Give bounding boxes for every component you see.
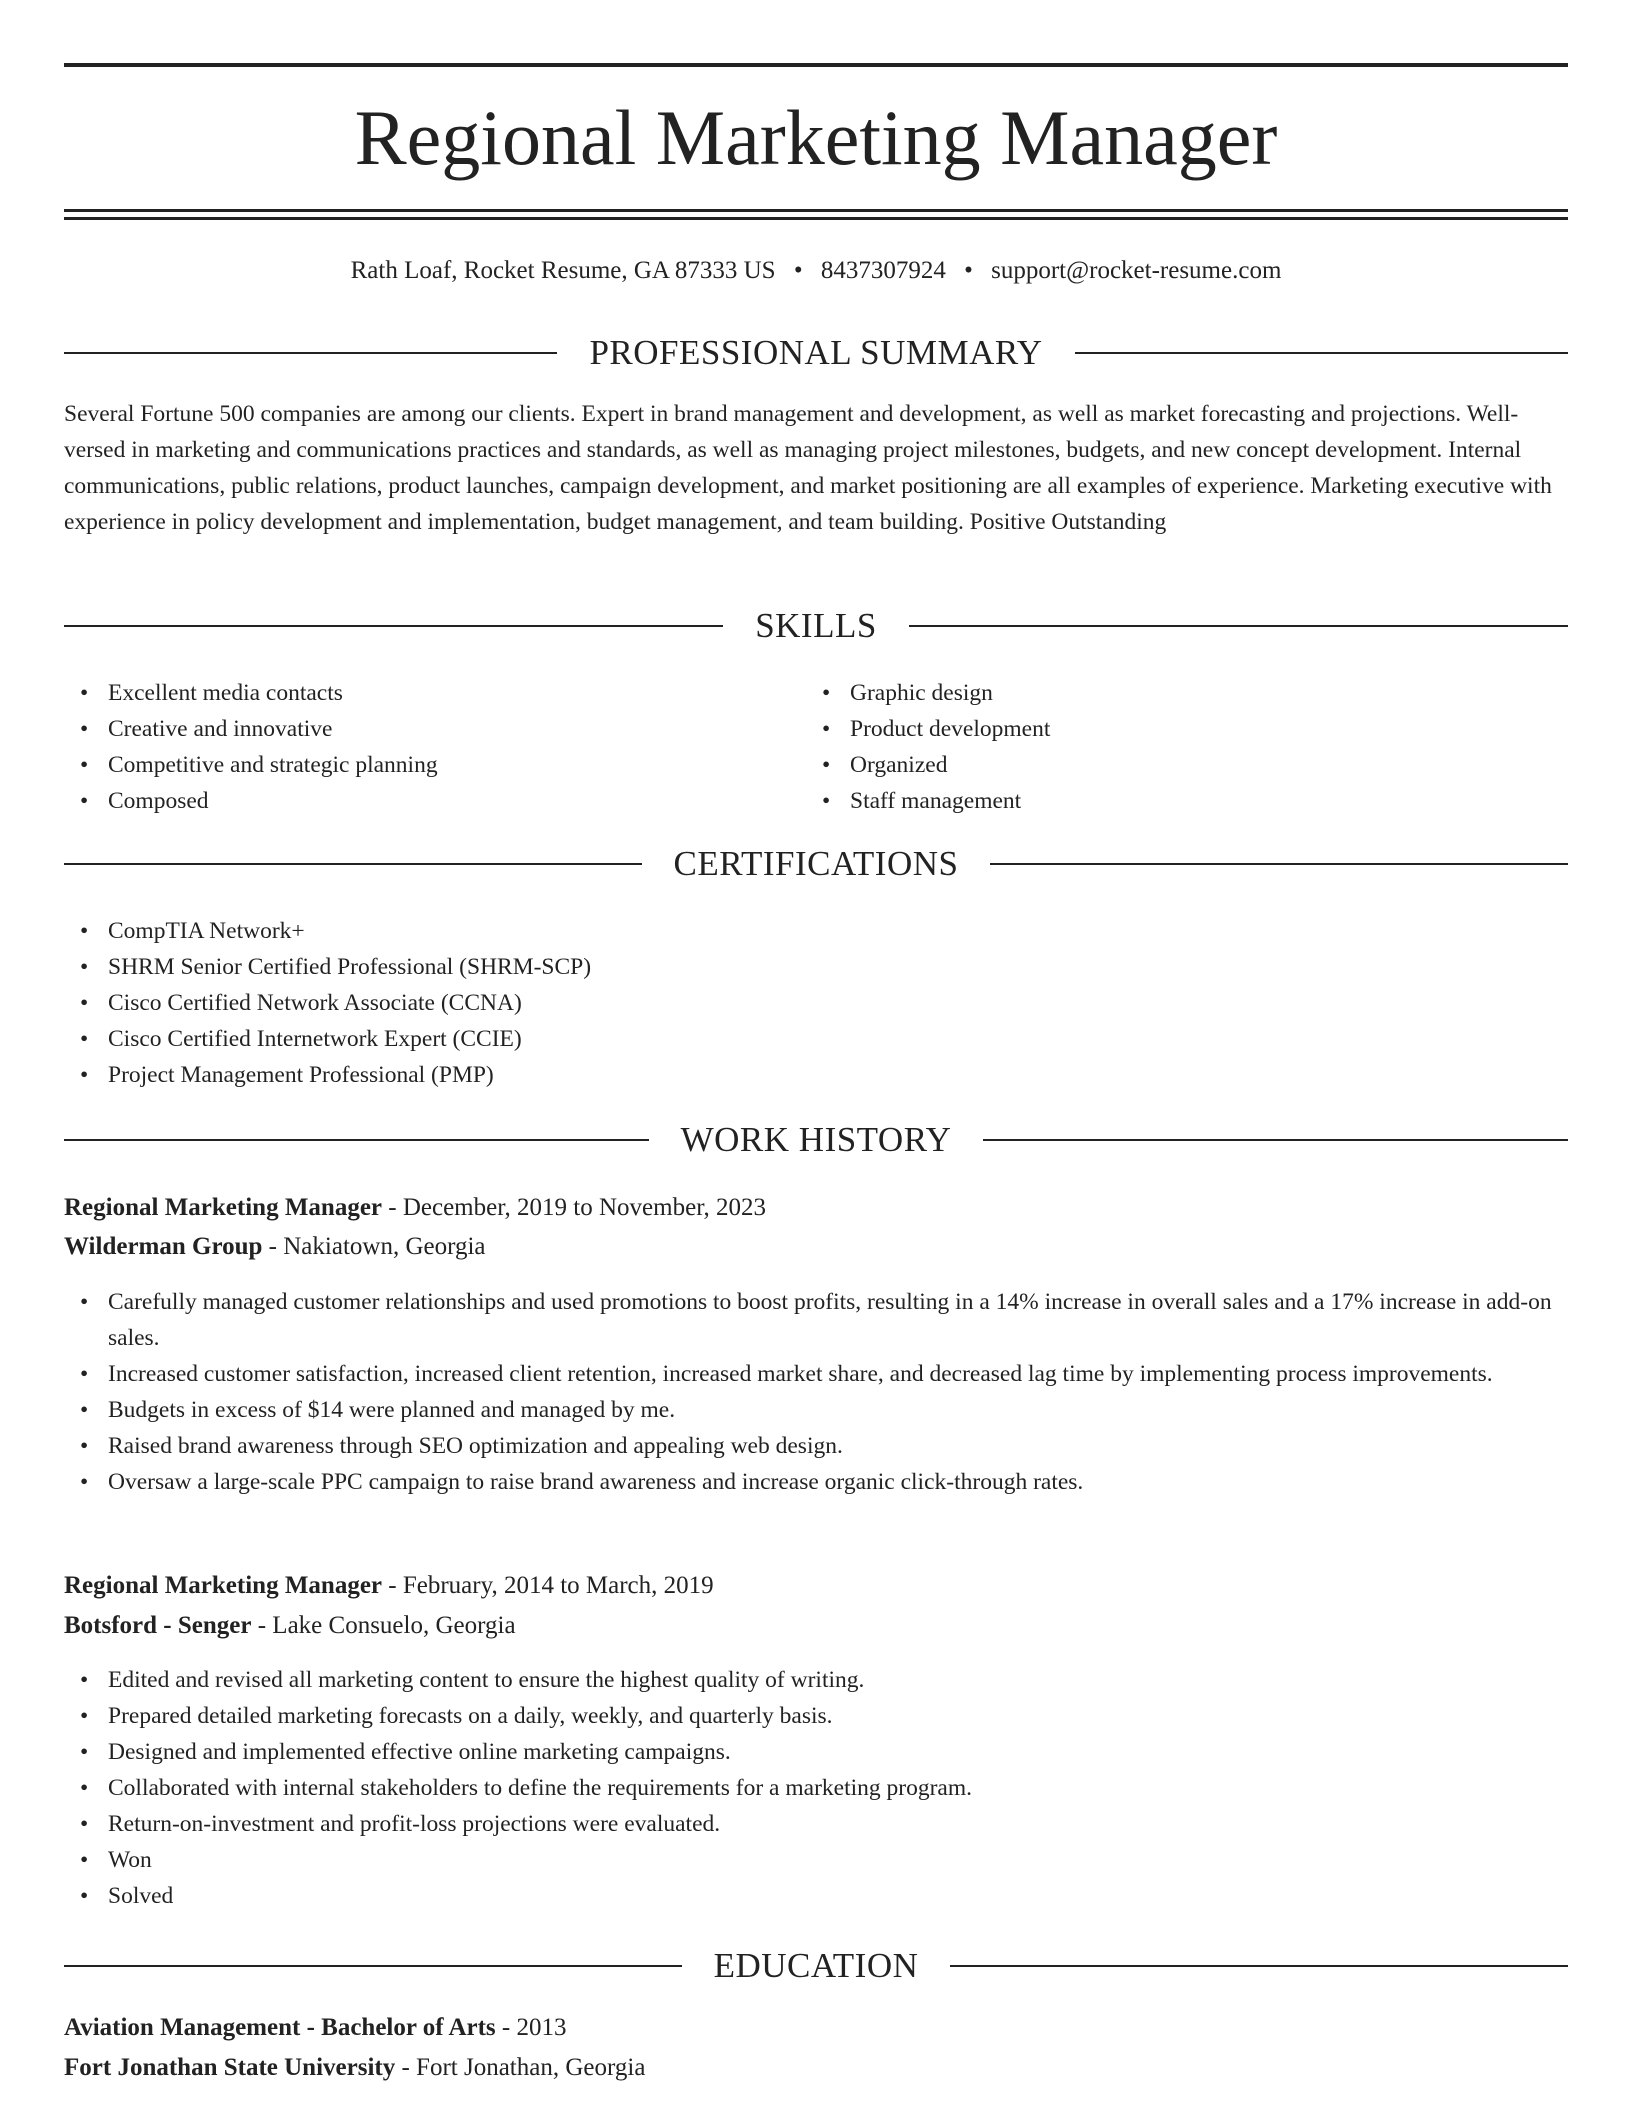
heading-rule xyxy=(983,1139,1568,1141)
skill-item: • Organized xyxy=(850,747,1550,783)
job-bullet: • Raised brand awareness through SEO optimization and appealing web design. xyxy=(108,1428,1568,1464)
job-bullet: • Oversaw a large-scale PPC campaign to raise brand awareness and increase organic click-through rates. xyxy=(108,1464,1568,1500)
job-location: - Lake Consuelo, Georgia xyxy=(257,1612,516,1639)
job-bullet: • Carefully managed customer relationships and used promotions to boost profits, resulting in a 14% increase in overall sales and a 17% increase in add-on sales. xyxy=(108,1284,1568,1356)
education-degree-line xyxy=(64,2010,1568,2046)
job-title-line xyxy=(64,1568,1568,1604)
summary-text: Several Fortune 500 companies are among our clients. Expert in brand management and development, as well as market forecasting and projections. Well-versed in marketing and communications practices and standards, as well as managing project milestones, budgets, and new concept development. Internal communications, public relations, product launches, campaign development, and market positioning are all examples of experience. Marketing executive with experience in policy development and implementation, budget management, and team building. Positive Outstanding xyxy=(64,401,1552,535)
skill-item: • Composed xyxy=(108,783,808,819)
education-degree: Aviation Management - Bachelor of Arts xyxy=(64,2014,496,2041)
job-bullet: • Won xyxy=(108,1842,1568,1878)
job-bullets xyxy=(64,1284,1568,1500)
resume-title: Regional Marketing Manager xyxy=(354,94,1278,181)
heading-rule xyxy=(1075,352,1568,354)
skills-list-right xyxy=(806,675,1550,819)
heading-rule xyxy=(64,1139,649,1141)
heading-rule xyxy=(64,352,557,354)
job-bullet: • Return-on-investment and profit-loss projections were evaluated. xyxy=(108,1806,1568,1842)
section-heading-education xyxy=(64,1944,1568,1988)
heading-rule xyxy=(990,863,1568,865)
job-company: Botsford - Senger xyxy=(64,1612,252,1639)
skill-item: • Graphic design xyxy=(850,675,1550,711)
job-bullets xyxy=(64,1662,1568,1914)
section-heading-certifications xyxy=(64,842,1568,886)
heading-rule xyxy=(64,1965,682,1967)
job-bullet: • Solved xyxy=(108,1878,1568,1914)
section-title: CERTIFICATIONS xyxy=(673,844,959,883)
education-year: - 2013 xyxy=(501,2014,567,2041)
job-title: Regional Marketing Manager xyxy=(64,1194,383,1221)
contact-separator: • xyxy=(793,257,803,284)
contact-line xyxy=(64,254,1568,288)
certification-item: • Project Management Professional (PMP) xyxy=(108,1057,1508,1093)
job-dates: - February, 2014 to March, 2019 xyxy=(388,1572,714,1599)
education-school: Fort Jonathan State University xyxy=(64,2054,396,2081)
skills-list-left xyxy=(64,675,808,819)
section-heading-skills xyxy=(64,604,1568,648)
section-heading-work-history xyxy=(64,1118,1568,1162)
job-bullet: • Prepared detailed marketing forecasts on a daily, weekly, and quarterly basis. xyxy=(108,1698,1568,1734)
job-bullet: • Designed and implemented effective online marketing campaigns. xyxy=(108,1734,1568,1770)
job-bullet: • Edited and revised all marketing content to ensure the highest quality of writing. xyxy=(108,1662,1568,1698)
contact-address: Rath Loaf, Rocket Resume, GA 87333 US xyxy=(350,257,776,284)
skill-item: • Product development xyxy=(850,711,1550,747)
certification-item: • Cisco Certified Network Associate (CCNA) xyxy=(108,985,1508,1021)
contact-separator: • xyxy=(964,257,973,284)
top-rule xyxy=(64,63,1568,67)
section-title: EDUCATION xyxy=(713,1946,919,1985)
job-location: - Nakiatown, Georgia xyxy=(268,1233,486,1260)
section-title: WORK HISTORY xyxy=(680,1120,952,1159)
job-title-line xyxy=(64,1190,1568,1226)
section-heading-summary xyxy=(64,331,1568,375)
job-dates: - December, 2019 to November, 2023 xyxy=(388,1194,767,1221)
heading-rule xyxy=(909,625,1568,627)
contact-phone: 8437307924 xyxy=(820,257,946,284)
heading-rule xyxy=(64,625,723,627)
job-bullet: • Collaborated with internal stakeholders to define the requirements for a marketing program. xyxy=(108,1770,1568,1806)
job-company-line xyxy=(64,1229,1568,1265)
job-bullet: • Budgets in excess of $14 were planned and managed by me. xyxy=(108,1392,1568,1428)
education-school-line xyxy=(64,2050,1568,2086)
heading-rule xyxy=(64,863,642,865)
skill-item: • Creative and innovative xyxy=(108,711,808,747)
certifications-list xyxy=(64,913,1508,1093)
education-location: - Fort Jonathan, Georgia xyxy=(401,2054,646,2081)
skill-item: • Competitive and strategic planning xyxy=(108,747,808,783)
certification-item: • SHRM Senior Certified Professional (SHRM-SCP) xyxy=(108,949,1508,985)
section-title: PROFESSIONAL SUMMARY xyxy=(589,333,1043,372)
certification-item: • CompTIA Network+ xyxy=(108,913,1508,949)
heading-rule xyxy=(950,1965,1568,1967)
section-title: SKILLS xyxy=(755,606,877,645)
job-company-line xyxy=(64,1608,1568,1644)
skill-item: • Staff management xyxy=(850,783,1550,819)
job-title: Regional Marketing Manager xyxy=(64,1572,383,1599)
skill-item: • Excellent media contacts xyxy=(108,675,808,711)
contact-email: support@rocket-resume.com xyxy=(991,257,1282,284)
job-bullet: • Increased customer satisfaction, increased client retention, increased market share, and decreased lag time by implementing process improvements. xyxy=(108,1356,1568,1392)
certification-item: • Cisco Certified Internetwork Expert (CCIE) xyxy=(108,1021,1508,1057)
job-company: Wilderman Group xyxy=(64,1233,263,1260)
title-double-rule xyxy=(64,209,1568,220)
